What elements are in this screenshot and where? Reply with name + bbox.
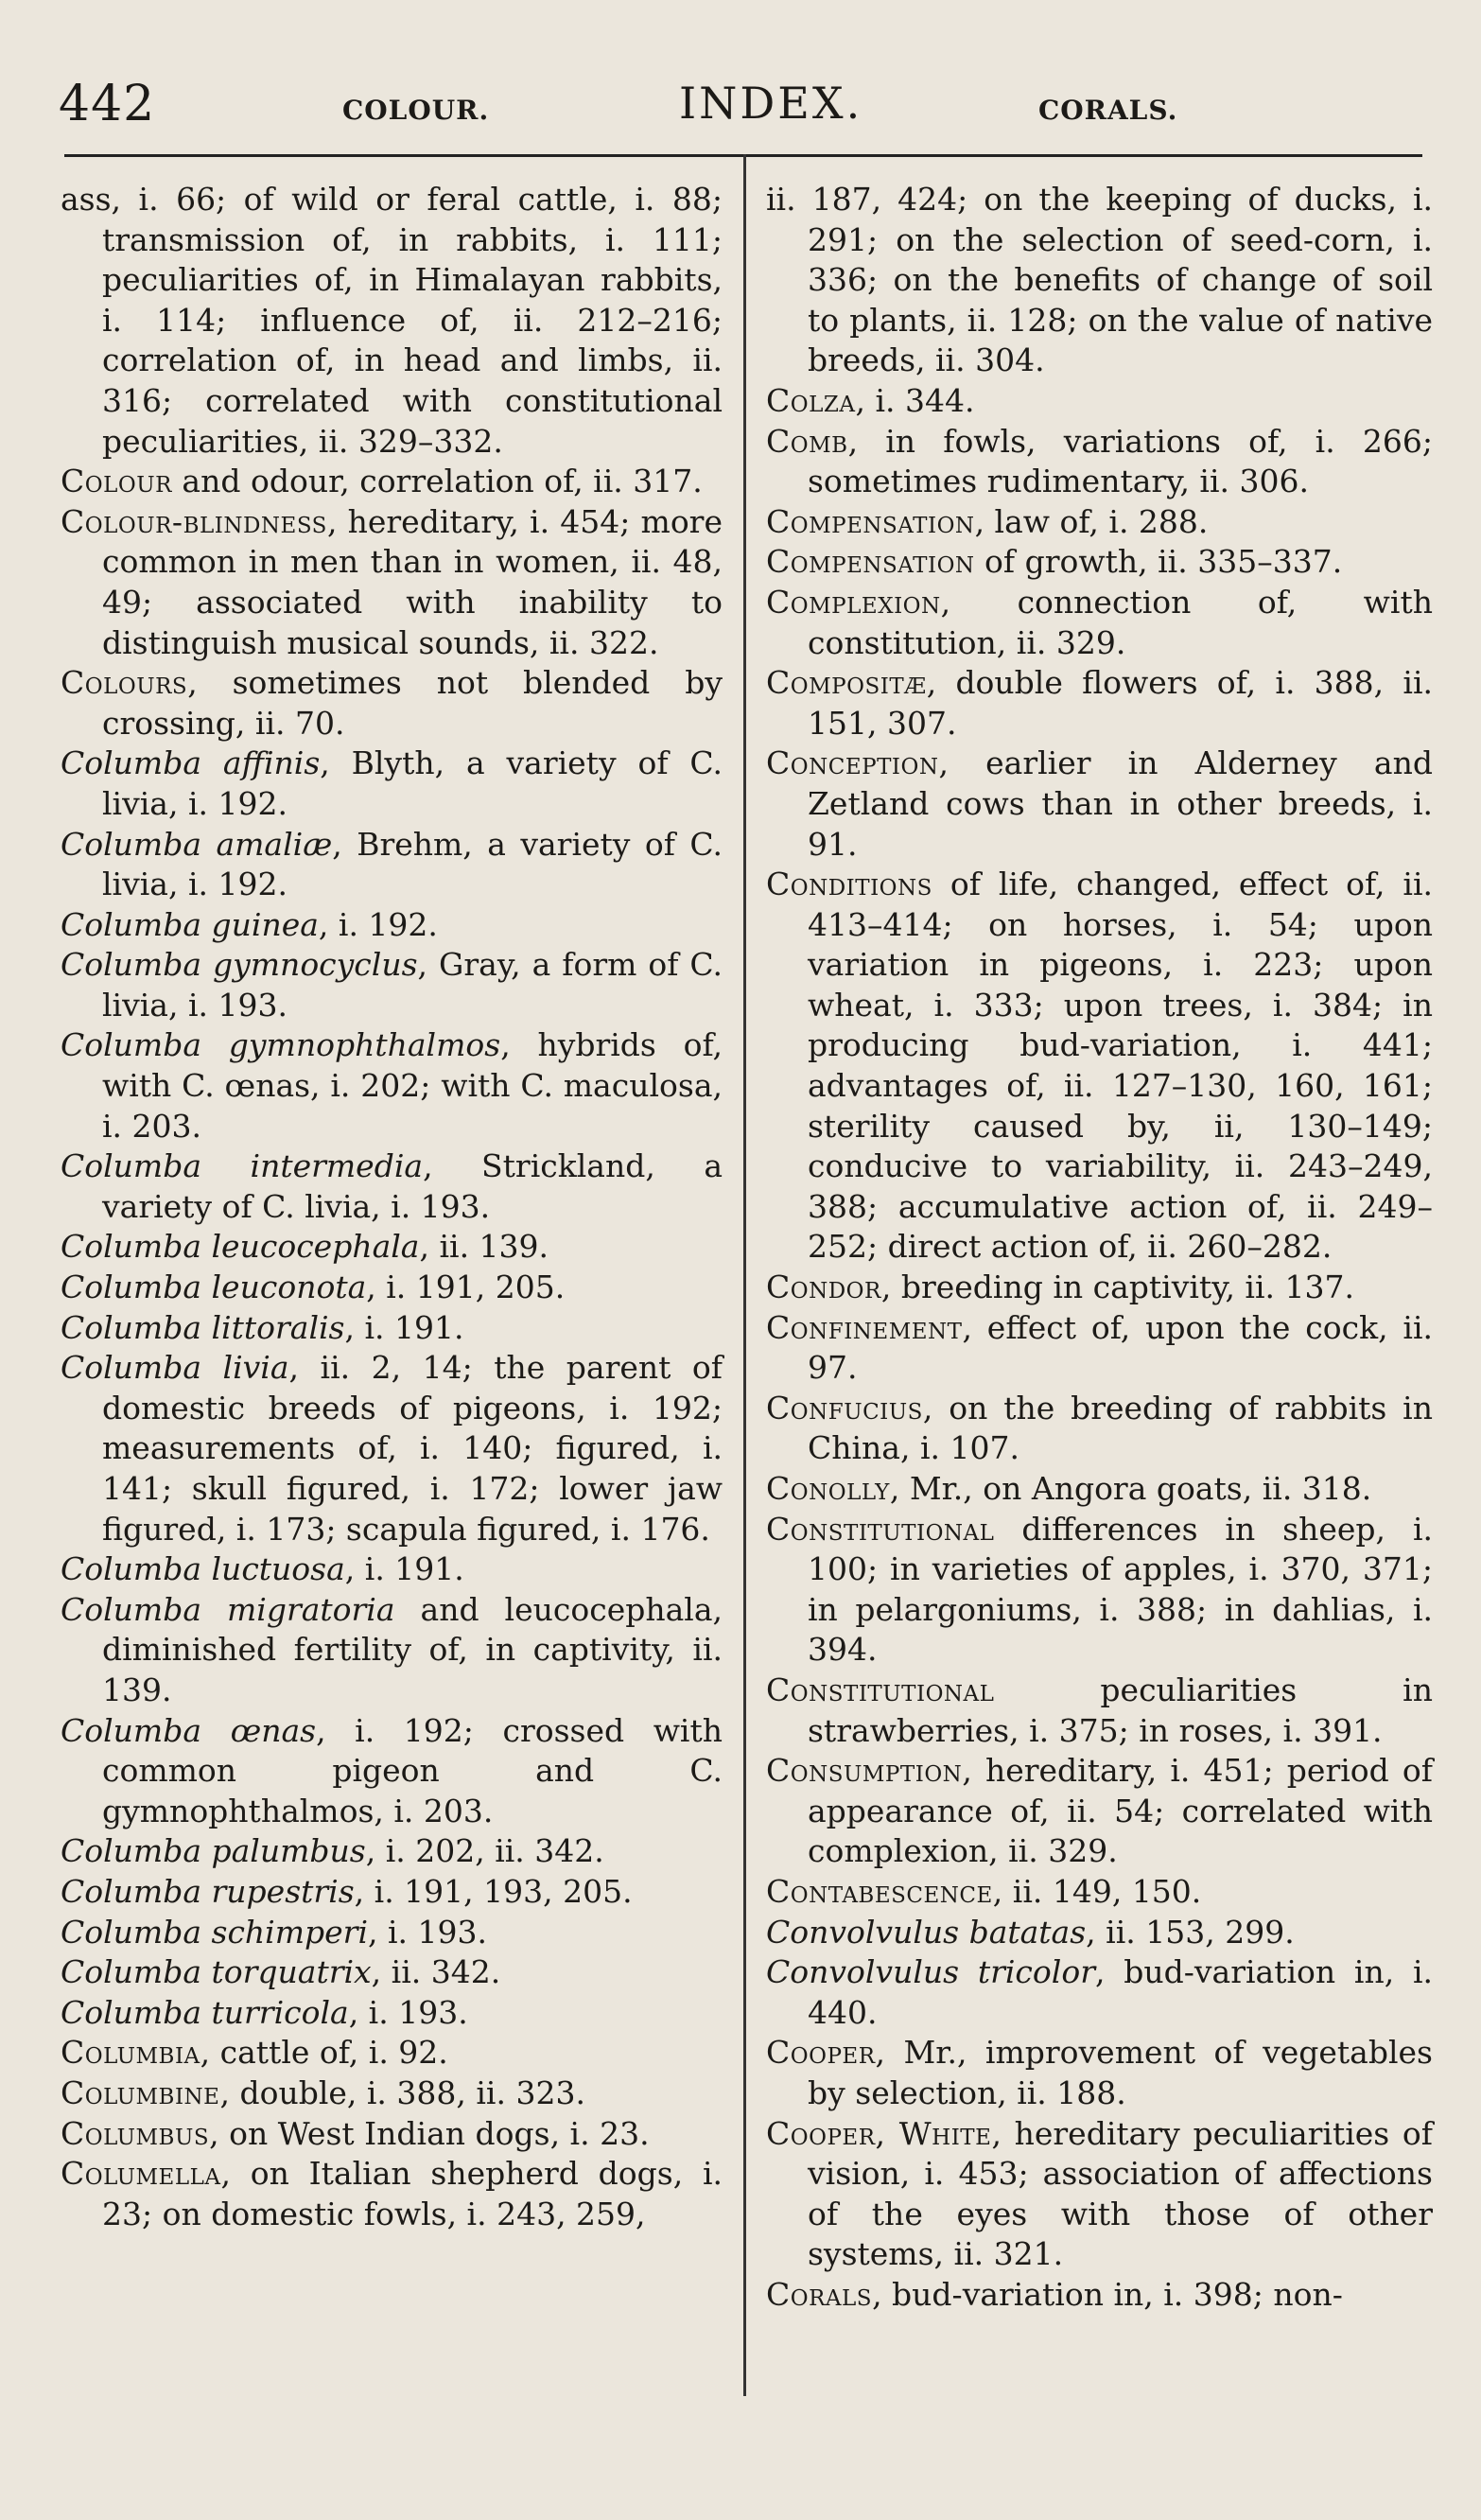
entry-text: , i. 191, 193, 205.: [354, 1872, 633, 1910]
index-entry: [61, 1308, 723, 1349]
right-running-head: CORALS.: [1038, 95, 1178, 126]
entry-text: , Strickland, a variety of C. livia, i. 193.: [102, 1147, 723, 1225]
entry-heading: Columba guinea: [61, 905, 319, 943]
entry-text: , bud-variation in, i. 398; non-: [872, 2275, 1343, 2313]
index-entry: [766, 180, 1433, 381]
left-running-head: COLOUR.: [342, 95, 490, 126]
entry-heading: Columba rupestris: [61, 1872, 355, 1910]
entry-heading: Constitutional: [766, 1510, 995, 1548]
entry-heading: Columba torquatrix: [61, 1953, 372, 1991]
entry-text: and odour, correlation of, ii. 317.: [171, 463, 703, 500]
index-entry: [61, 1590, 723, 1711]
index-entry: [766, 1751, 1433, 1872]
entry-text: , double flowers of, i. 388, ii. 151, 307.: [808, 664, 1433, 742]
index-entry: [766, 1268, 1433, 1308]
entry-text: , connection of, with constitution, ii. 329.: [808, 583, 1433, 661]
index-entry: [61, 905, 723, 946]
entry-text: , ii. 139.: [419, 1228, 549, 1266]
index-entry: [61, 502, 723, 663]
entry-text: , i. 344.: [855, 381, 975, 419]
entry-heading: Colza: [766, 381, 856, 419]
index-entry: [766, 1952, 1433, 2033]
entry-heading: Condor: [766, 1269, 881, 1306]
index-entry: [766, 1510, 1433, 1671]
index-entry: [61, 2033, 723, 2074]
entry-text: , i. 192.: [318, 905, 438, 943]
entry-heading: Columbus: [61, 2114, 210, 2152]
index-entry: [766, 2114, 1433, 2275]
entry-text: , ii. 2, 14; the parent of domestic breeds of pigeons, i. 192; measurements of, i. 140; figured, i. 141; skull figured, i. 172; lower jaw figured, i. 173; scapula figured, i. 176.: [102, 1349, 723, 1548]
entry-text: , earlier in Alderney and Zetland cows than in other breeds, i. 91.: [808, 744, 1433, 863]
entry-text: peculiarities in strawberries, i. 375; in roses, i. 391.: [808, 1671, 1433, 1749]
entry-heading: Columba leucocephala: [61, 1228, 420, 1266]
entry-text: , bud-variation in, i. 440.: [808, 1953, 1434, 2031]
entry-text: , i. 192; crossed with common pigeon and C. gymnophthalmos, i. 203.: [102, 1711, 723, 1829]
entry-heading: Comb: [766, 422, 848, 460]
entry-text: , sometimes not blended by crossing, ii. 70.: [102, 664, 723, 742]
entry-text: , i. 191, 205.: [366, 1269, 566, 1306]
index-entry: [61, 825, 723, 905]
index-entry: [61, 1348, 723, 1549]
entry-text: , hereditary, i. 451; period of appearance of, ii. 54; correlated with complexion, ii. 329.: [808, 1752, 1433, 1870]
index-entry: [61, 1146, 723, 1227]
entry-text: , double, i. 388, ii. 323.: [219, 2074, 585, 2111]
page-header: [0, 66, 1481, 151]
entry-text: , Mr., improvement of vegetables by selection, ii. 188.: [808, 2034, 1433, 2111]
index-entry: [61, 2074, 723, 2114]
entry-heading: Columba œnas: [61, 1711, 317, 1749]
entry-heading: Convolvulus batatas: [766, 1913, 1087, 1951]
index-entry: [766, 1872, 1433, 1913]
index-entry: [61, 2114, 723, 2155]
entry-heading: Columba schimperi: [61, 1913, 369, 1951]
entry-text: , on West Indian dogs, i. 23.: [209, 2114, 650, 2152]
index-entry: [766, 1469, 1433, 1510]
index-entry: [61, 1993, 723, 2034]
entry-text: , in fowls, variations of, i. 266; sometimes rudimentary, ii. 306.: [808, 422, 1433, 500]
entry-text: ii. 187, 424; on the keeping of ducks, i. 291; on the selection of seed-corn, i. 336; on the benefits of change of soil to plants, ii. 128; on the value of native breeds, ii. 304.: [766, 181, 1433, 379]
page-number: 442: [59, 76, 156, 132]
index-entry: [61, 180, 723, 462]
index-entry: [766, 663, 1433, 744]
entry-text: , ii. 342.: [371, 1953, 501, 1991]
entry-text: , i. 191.: [344, 1550, 464, 1588]
index-entry: [61, 1025, 723, 1146]
entry-text: , law of, i. 288.: [974, 502, 1209, 540]
index-entry: [766, 2033, 1433, 2113]
entry-text: , breeding in captivity, ii. 137.: [880, 1269, 1354, 1306]
index-entry: [61, 945, 723, 1025]
entry-text: , i. 193.: [348, 1993, 468, 2031]
entry-heading: Colours: [61, 664, 188, 702]
column-divider: [743, 154, 746, 2396]
index-entry: [61, 1952, 723, 1993]
entry-text: , Mr., on Angora goats, ii. 318.: [889, 1470, 1372, 1507]
entry-heading: Complexion: [766, 583, 941, 621]
entry-heading: Compensation: [766, 543, 975, 581]
entry-heading: Columba littoralis: [61, 1308, 345, 1346]
entry-heading: Cooper, White: [766, 2114, 992, 2152]
index-entry: [61, 1711, 723, 1832]
entry-heading: Corals: [766, 2275, 873, 2313]
entry-heading: Constitutional: [766, 1671, 995, 1708]
right-column: [766, 180, 1433, 2315]
entry-heading: Compensation: [766, 502, 975, 540]
entry-text: and leucocephala, diminished fertility of, in captivity, ii. 139.: [102, 1590, 723, 1708]
index-entry: [61, 2154, 723, 2234]
entry-text: of growth, ii. 335–337.: [974, 543, 1343, 581]
index-entry: [61, 1549, 723, 1590]
index-entry: [61, 663, 723, 744]
index-entry: [61, 462, 723, 502]
entry-text: , ii. 149, 150.: [992, 1872, 1202, 1910]
entry-heading: Colour-blindness: [61, 502, 327, 540]
entry-text: ass, i. 66; of wild or feral cattle, i. 88; transmission of, in rabbits, i. 111; peculiarities of, in Himalayan rabbits, i. 114; influence of, ii. 212–216; correlation of, in head and limbs, ii. 316; correlated with constitutional peculiarities, ii. 329–332.: [61, 181, 723, 460]
entry-heading: Consumption: [766, 1752, 963, 1790]
entry-text: , hybrids of, with C. œnas, i. 202; with C. maculosa, i. 203.: [102, 1026, 723, 1145]
index-entry: [766, 542, 1433, 583]
entry-heading: Contabescence: [766, 1872, 993, 1910]
entry-heading: Columba luctuosa: [61, 1550, 345, 1588]
entry-heading: Cooper: [766, 2034, 876, 2072]
entry-text: , hereditary peculiarities of vision, i. 453; association of affections of the eyes with those of other systems, ii. 321.: [808, 2114, 1433, 2273]
entry-text: , i. 193.: [368, 1913, 488, 1951]
index-title: INDEX.: [679, 78, 863, 129]
entry-text: , on the breeding of rabbits in China, i. 107.: [808, 1389, 1433, 1467]
entry-text: , Gray, a form of C. livia, i. 193.: [102, 946, 723, 1024]
index-entry: [766, 2275, 1433, 2316]
entry-heading: Conception: [766, 744, 939, 782]
entry-text: , hereditary, i. 454; more common in men than in women, ii. 48, 49; associated with inability to distinguish musical sounds, ii. 322.: [102, 502, 723, 661]
index-entry: [61, 1872, 723, 1913]
index-entry: [766, 1308, 1433, 1389]
index-entry: [766, 1913, 1433, 1953]
entry-text: , effect of, upon the cock, ii. 97.: [808, 1308, 1433, 1387]
entry-heading: Compositæ: [766, 664, 927, 702]
entry-text: , ii. 153, 299.: [1086, 1913, 1295, 1951]
entry-text: , Blyth, a variety of C. livia, i. 192.: [102, 744, 723, 822]
left-column: [61, 180, 723, 2234]
entry-text: , on Italian shepherd dogs, i. 23; on domestic fowls, i. 243, 259,: [102, 2155, 723, 2232]
index-entry: [766, 381, 1433, 422]
index-entry: [766, 1671, 1433, 1751]
entry-heading: Confucius: [766, 1389, 923, 1426]
entry-text: , i. 202, ii. 342.: [365, 1832, 604, 1870]
entry-text: , Brehm, a variety of C. livia, i. 192.: [102, 825, 723, 903]
entry-heading: Columba livia: [61, 1349, 289, 1387]
entry-text: , i. 191.: [344, 1308, 464, 1346]
entry-heading: Columba gymnophthalmos: [61, 1026, 501, 1064]
index-entry: [766, 865, 1433, 1268]
entry-heading: Columbia: [61, 2034, 200, 2072]
entry-heading: Columba affinis: [61, 744, 321, 782]
entry-heading: Columba leuconota: [61, 1269, 367, 1306]
index-entry: [766, 744, 1433, 865]
index-entry: [61, 1913, 723, 1953]
entry-text: , cattle of, i. 92.: [200, 2034, 448, 2072]
index-entry: [766, 422, 1433, 502]
entry-heading: Columella: [61, 2155, 221, 2193]
entry-heading: Convolvulus tricolor: [766, 1953, 1095, 1991]
entry-heading: Conolly: [766, 1470, 890, 1507]
entry-heading: Columba turricola: [61, 1993, 349, 2031]
entry-heading: Colour: [61, 463, 172, 500]
index-entry: [766, 1389, 1433, 1469]
index-entry: [766, 502, 1433, 543]
entry-heading: Columba palumbus: [61, 1832, 366, 1870]
index-entry: [61, 1268, 723, 1308]
entry-heading: Confinement: [766, 1308, 963, 1346]
index-entry: [766, 583, 1433, 663]
entry-heading: Columbine: [61, 2074, 220, 2111]
entry-heading: Columba amaliæ: [61, 825, 333, 863]
entry-text: differences in sheep, i. 100; in varieties of apples, i. 370, 371; in pelargoniums, i. 388; in dahlias, i. 394.: [808, 1510, 1433, 1669]
index-entry: [61, 744, 723, 824]
index-entry: [61, 1831, 723, 1872]
entry-heading: Conditions: [766, 866, 932, 903]
entry-heading: Columba intermedia: [61, 1147, 424, 1185]
index-entry: [61, 1227, 723, 1268]
entry-heading: Columba gymnocyclus: [61, 946, 418, 984]
entry-text: of life, changed, effect of, ii. 413–414; on horses, i. 54; upon variation in pigeons, i. 223; upon wheat, i. 333; upon trees, i. 384; in producing bud-variation, i. 441; advantages of, ii. 127–130, 160, 161; sterility caused by, ii, 130–149; conducive to variability, ii. 243–249, 388; accumulative action of, ii. 249–252; direct action of, ii. 260–282.: [808, 866, 1433, 1266]
entry-heading: Columba migratoria: [61, 1590, 395, 1628]
